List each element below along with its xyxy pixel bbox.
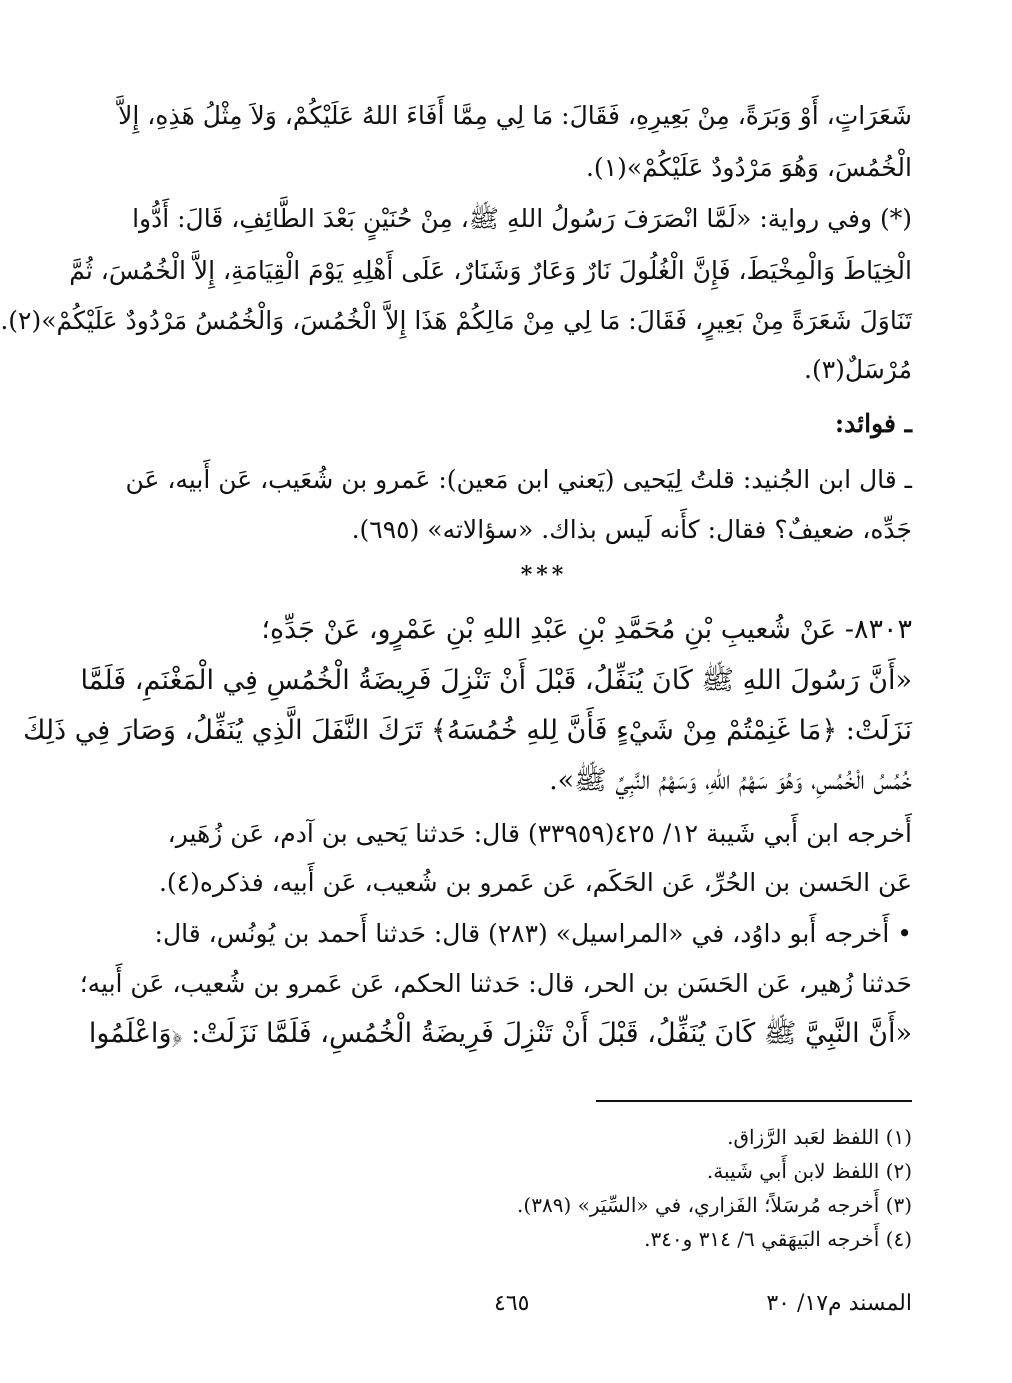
text-line: تَنَاوَلَ شَعَرَةً مِنْ بَعِيرٍ، فَقَالَ: مَا لِي مِنْ مَالِكُمْ هَذَا إِلاَّ الْخُمُسَ، وَالْخُمُسُ مَرْدُودٌ عَلَيْكُمْ»(٢). — [0, 306, 912, 335]
footnote: (٢) اللفظ لابن أَبي شَيبة. — [706, 1159, 912, 1183]
page-number: ٤٦٥ — [494, 1291, 530, 1316]
hadith-text-line: نَزَلَتْ: ﴿مَا غَنِمْتُمْ مِنْ شَيْءٍ فَأَنَّ لِلهِ خُمُسَهُ﴾ تَرَكَ النَّفَلَ الَّذِي يُنَفِّلُ، وَصَارَ فِي ذَلِكَ — [23, 715, 912, 746]
text-line: ـ قال ابن الجُنيد: قلتُ لِيَحيى (يَعني ابن مَعين): عَمرو بن شُعَيب، عَن أَبيه، عَن — [125, 465, 912, 494]
takhrij-line: • أَخرجه أَبو داوُد، في «المراسيل» (٢٨٣) قال: حَدثنا أَحمد بن يُونُس، قال: — [154, 919, 912, 948]
hadith-text-line: «أَنَّ رَسُولَ اللهِ ﷺ كَانَ يُنَفِّلُ، قَبْلَ أَنْ تَنْزِلَ فَرِيضَةُ الْخُمُسِ فِي الْمَغْنَمِ، فَلَمَّا — [80, 665, 912, 696]
hadith-number-heading: ٨٣٠٣- عَنْ شُعيبِ بْنِ مُحَمَّدِ بْنِ عَبْدِ اللهِ بْنِ عَمْرٍو، عَنْ جَدِّهِ؛ — [261, 614, 912, 645]
volume-reference: المسند م١٧/ ٣٠ — [766, 1291, 912, 1316]
hadith-text-line: «أَنَّ النَّبِيَّ ﷺ كَانَ يُنَفِّلُ، قَبْلَ أَنْ تَنْزِلَ فَرِيضَةُ الْخُمُسِ، فَلَمَّا نَزَلَتْ: ﴿وَاعْلَمُوا — [88, 1018, 912, 1049]
text-line: جَدِّه، ضعيفٌ؟ فقال: كأَنه لَيس بذاك. «سؤالاته» (٦٩٥). — [351, 515, 912, 544]
section-divider-stars: *** — [520, 562, 568, 588]
footnote: (٣) أَخرجه مُرسَلاً؛ الفَزاري، في «السِّيَر» (٣٨٩). — [517, 1193, 912, 1217]
takhrij-line: حَدثنا زُهير، عَن الحَسَن بن الحر، قال: حَدثنا الحكم، عَن عَمرو بن شُعيب، عَن أَبيه؛ — [79, 969, 912, 998]
footnote: (١) اللفظ لعَبد الرَّزاق. — [727, 1125, 912, 1149]
text-line: شَعَرَاتٍ، أَوْ وَبَرَةً، مِنْ بَعِيرِهِ، فَقَالَ: مَا لِي مِمَّا أَفَاءَ اللهُ عَلَيْكُمْ، وَلاَ مِثْلُ هَذِهِ، إِلاَّ — [118, 101, 912, 130]
footnote-separator — [596, 1100, 912, 1102]
text-line: الْخِيَاطَ وَالْمِخْيَطَ، فَإِنَّ الْغُلُولَ نَارٌ وَعَارٌ وَشَنَارٌ، عَلَى أَهْلِهِ يَوْمَ الْقِيَامَةِ، إِلاَّ الْخُمُسَ، ثُمَّ — [69, 256, 912, 285]
text-line: مُرْسَلٌ(٣). — [804, 355, 912, 384]
footnote: (٤) أَخرجه البَيهَقي ٦/ ٣١٤ و٣٤٠. — [644, 1227, 912, 1251]
section-heading: ـ فوائد: — [834, 409, 912, 438]
text-line: الْخُمُسَ، وَهُوَ مَرْدُودٌ عَلَيْكُمْ»(١). — [585, 153, 912, 182]
takhrij-line: عَن الحَسن بن الحُرِّ، عَن الحَكَم، عَن عَمرو بن شُعيب، عَن أَبيه، فذكره(٤). — [158, 868, 912, 897]
riwaya-paragraph: (*) وفي رواية: «لَمَّا انْصَرَفَ رَسُولُ اللهِ ﷺ، مِنْ حُنَيْنٍ بَعْدَ الطَّائِفِ، قَالَ: أَدُّوا — [132, 204, 912, 233]
hadith-text-line: خُمُسُ الْخُمُسِ، وَهُوَ سَهْمُ اللهِ، وَسَهْمُ النَّبِيِّ ﷺ». — [549, 765, 912, 796]
takhrij-line: أَخرجه ابن أَبي شَيبة ١٢/ ٤٢٥(٣٣٩٥٩) قال: حَدثنا يَحيى بن آدم، عَن زُهَير، — [167, 819, 912, 848]
